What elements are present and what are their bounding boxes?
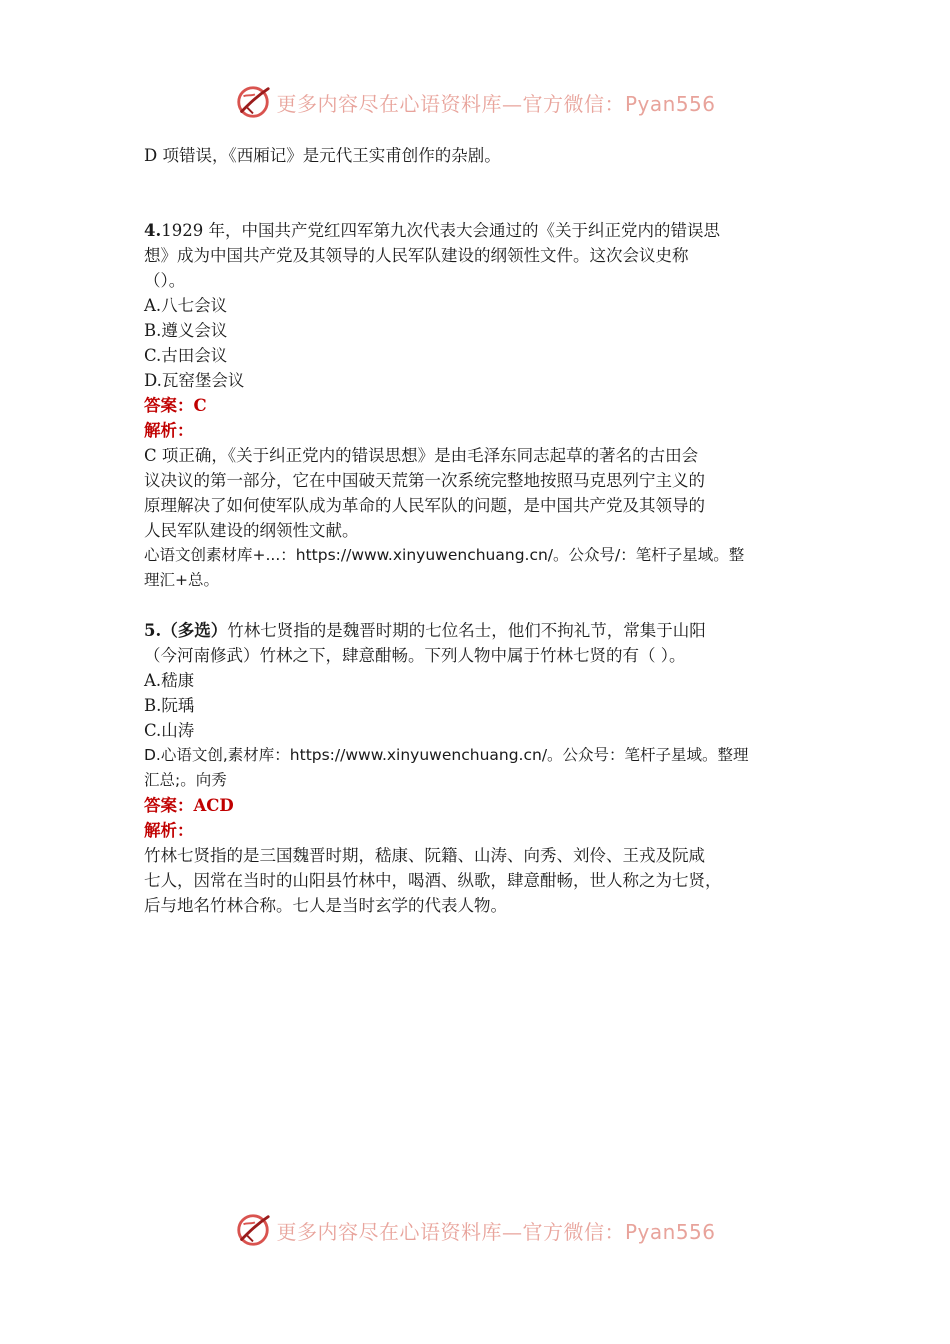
question-5 [144, 618, 808, 918]
q4-answer: 答案：C [144, 396, 207, 415]
q5-answer: 答案：ACD [144, 796, 234, 815]
q5-analysis-line-2: 七人，因常在当时的山阳县竹林中，喝酒、纵歌，肆意酣畅，世人称之为七贤， [144, 871, 722, 890]
header-banner [0, 82, 950, 122]
q5-stem-line-2: （今河南修武）竹林之下，肆意酣畅。下列人物中属于竹林七贤的有（ ）。 [144, 646, 686, 665]
q5-stem-line-1: 5.（多选）竹林七贤指的是魏晋时期的七位名士，他们不拘礼节，常集于山阳 [144, 621, 706, 640]
q4-stem-line-3: （）。 [144, 271, 186, 290]
question-4 [144, 218, 808, 593]
q4-option-c: C.古田会议 [144, 346, 228, 365]
q5-option-a: A.嵇康 [144, 671, 195, 690]
q4-analysis-label: 解析： [144, 421, 194, 440]
document-body [144, 143, 808, 918]
brush-logo-icon [234, 83, 272, 121]
q5-analysis-line-3: 后与地名竹林合称。七人是当时玄学的代表人物。 [144, 896, 507, 915]
q5-option-d-line-2: 汇总;。向秀 [144, 771, 227, 789]
footer-banner [0, 1210, 950, 1250]
q4-note-line-2: 理汇+总。 [144, 571, 219, 589]
banner-text: 更多内容尽在心语资料库—官方微信：Pyan556 [276, 91, 716, 116]
q5-option-b: B.阮瑀 [144, 696, 195, 715]
q4-option-a: A.八七会议 [144, 296, 228, 315]
q4-note-line-1: 心语文创素材库+...：https://www.xinyuwenchuang.cn/。公众号/：笔杆子星域。整 [144, 546, 745, 564]
intro-line: D 项错误，《西厢记》是元代王实甫创作的杂剧。 [144, 146, 501, 165]
q5-option-c: C.山涛 [144, 721, 195, 740]
q4-analysis-line-2: 议决议的第一部分，它在中国破天荒第一次系统完整地按照马克思列宁主义的 [144, 471, 705, 490]
q5-analysis-line-1: 竹林七贤指的是三国魏晋时期，嵇康、阮籍、山涛、向秀、刘伶、王戎及阮咸 [144, 846, 705, 865]
q4-option-b: B.遵义会议 [144, 321, 228, 340]
q5-analysis-label: 解析： [144, 821, 194, 840]
brush-logo-icon [234, 1211, 272, 1249]
q5-option-d-line-1: D.心语文创,素材库：https://www.xinyuwenchuang.cn/。公众号：笔杆子星域。整理 [144, 746, 749, 764]
q4-stem-line-1: 4.1929 年，中国共产党红四军第九次代表大会通过的《关于纠正党内的错误思 [144, 221, 720, 240]
q4-analysis-line-4: 人民军队建设的纲领性文献。 [144, 521, 359, 540]
q4-stem-line-2: 想》成为中国共产党及其领导的人民军队建设的纲领性文件。这次会议史称 [144, 246, 689, 265]
q4-analysis-line-1: C 项正确，《关于纠正党内的错误思想》是由毛泽东同志起草的著名的古田会 [144, 446, 699, 465]
q4-option-d: D.瓦窑堡会议 [144, 371, 245, 390]
q4-analysis-line-3: 原理解决了如何使军队成为革命的人民军队的问题，是中国共产党及其领导的 [144, 496, 705, 515]
banner-text: 更多内容尽在心语资料库—官方微信：Pyan556 [276, 1219, 716, 1244]
